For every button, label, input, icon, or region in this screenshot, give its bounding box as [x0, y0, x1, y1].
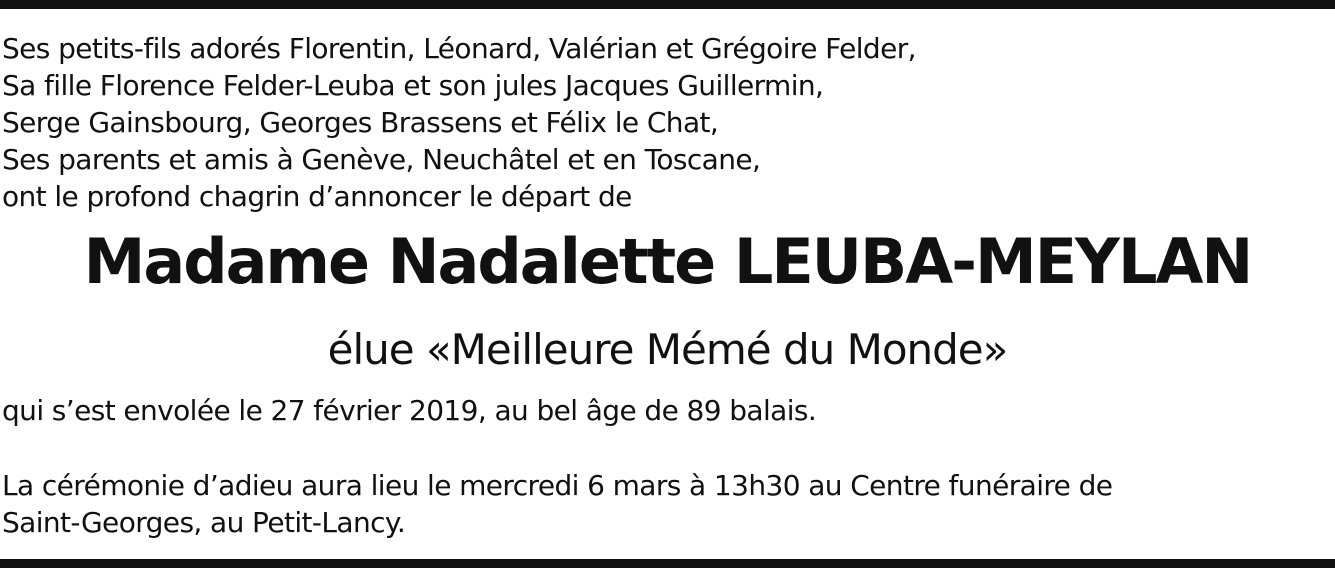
bottom-border-rule	[0, 559, 1335, 568]
deceased-subtitle: élue «Meilleure Mémé du Monde»	[327, 325, 1008, 374]
passing-line: qui s’est envolée le 27 février 2019, au bel âge de 89 balais.	[2, 394, 817, 427]
intro-line-grandsons: Ses petits-fils adorés Florentin, Léonard, Valérian et Grégoire Felder,	[2, 32, 916, 65]
intro-line-relatives: Ses parents et amis à Genève, Neuchâtel et en Toscane,	[2, 143, 761, 176]
intro-line-friends: Serge Gainsbourg, Georges Brassens et Félix le Chat,	[2, 106, 719, 139]
intro-line-daughter: Sa fille Florence Felder-Leuba et son jules Jacques Guillermin,	[2, 69, 824, 102]
deceased-name: Madame Nadalette LEUBA-MEYLAN	[83, 225, 1252, 298]
ceremony-line-1: La cérémonie d’adieu aura lieu le mercredi 6 mars à 13h30 au Centre funéraire de	[2, 469, 1113, 502]
ceremony-line-2: Saint-Georges, au Petit-Lancy.	[2, 506, 406, 539]
top-border-rule	[0, 0, 1335, 9]
intro-line-announcement: ont le profond chagrin d’annoncer le départ de	[2, 180, 632, 213]
